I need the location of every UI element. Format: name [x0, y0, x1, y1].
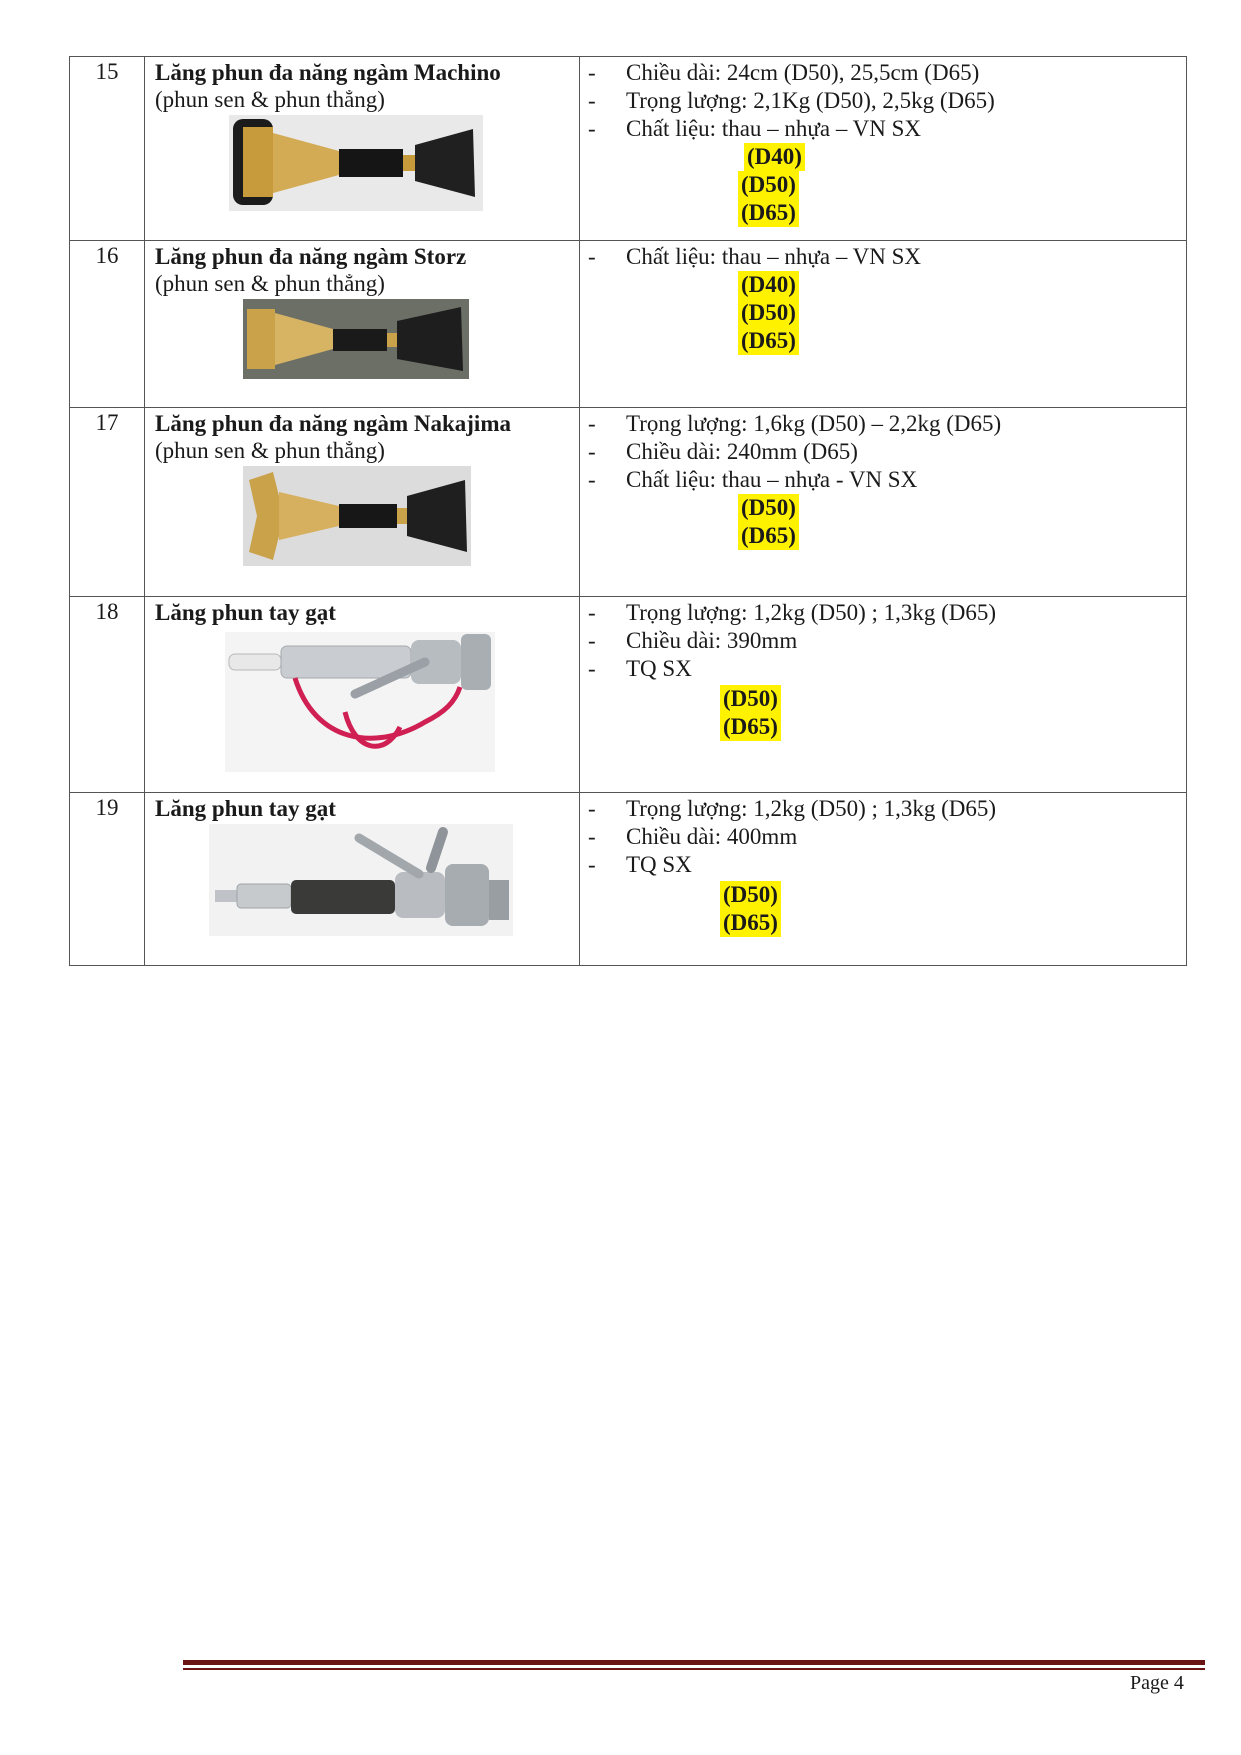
row-number: 16	[70, 241, 145, 408]
size-badge: (D50)	[738, 299, 799, 327]
product-title: Lăng phun tay gạt	[155, 796, 336, 821]
size-badge: (D50)	[738, 494, 799, 522]
size-badge: (D40)	[744, 143, 805, 171]
size-badge: (D65)	[738, 327, 799, 355]
nozzle-storz-image	[243, 299, 469, 379]
spec-item: Chất liệu: thau – nhựa – VN SX	[626, 244, 922, 269]
nozzle-machino-image	[229, 115, 483, 211]
row-number: 18	[70, 597, 145, 793]
nozzle-nakajima-image	[243, 466, 471, 566]
product-subtitle: (phun sen & phun thẳng)	[155, 271, 385, 296]
product-cell	[145, 793, 580, 966]
table-row	[70, 57, 1187, 241]
size-badge: (D50)	[738, 171, 799, 199]
product-table	[69, 56, 1187, 966]
size-badge: (D65)	[738, 199, 799, 227]
row-number: 17	[70, 408, 145, 597]
footer-rule-thin	[183, 1668, 1205, 1670]
product-subtitle: (phun sen & phun thẳng)	[155, 438, 385, 463]
spec-item: Chất liệu: thau – nhựa – VN SX	[626, 116, 922, 141]
table-row	[70, 408, 1187, 597]
product-title: Lăng phun đa năng ngàm Storz	[155, 244, 467, 269]
product-title: Lăng phun đa năng ngàm Nakajima	[155, 411, 511, 436]
spec-item: Trọng lượng: 1,6kg (D50) – 2,2kg (D65)	[626, 411, 1002, 436]
table-row	[70, 241, 1187, 408]
row-number: 19	[70, 793, 145, 966]
product-cell	[145, 597, 580, 793]
spec-item: TQ SX	[626, 852, 692, 877]
product-cell	[145, 408, 580, 597]
lever-nozzle-image	[209, 824, 513, 936]
lever-nozzle-image	[225, 632, 495, 772]
product-title: Lăng phun đa năng ngàm Machino	[155, 60, 501, 85]
size-badge: (D50)	[720, 881, 781, 909]
product-cell	[145, 241, 580, 408]
spec-item: Chất liệu: thau – nhựa - VN SX	[626, 467, 918, 492]
product-subtitle: (phun sen & phun thẳng)	[155, 87, 385, 112]
row-number: 15	[70, 57, 145, 241]
size-badge: (D40)	[738, 271, 799, 299]
spec-cell: - Trọng lượng: 1,6kg (D50) – 2,2kg (D65) - Chiều dài: 240mm (D65) - Chất liệu: thau – nhựa - VN SX (D50) (D65)	[580, 408, 1187, 597]
spec-item: Chiều dài: 240mm (D65)	[626, 439, 858, 464]
table-row	[70, 793, 1187, 966]
product-title: Lăng phun tay gạt	[155, 600, 336, 625]
spec-cell: - Trọng lượng: 1,2kg (D50) ; 1,3kg (D65) - Chiều dài: 400mm - TQ SX (D50) (D65)	[580, 793, 1187, 966]
spec-item: TQ SX	[626, 656, 692, 681]
size-badge: (D50)	[720, 685, 781, 713]
footer-rule	[183, 1660, 1205, 1665]
spec-cell: - Chiều dài: 24cm (D50), 25,5cm (D65) - Trọng lượng: 2,1Kg (D50), 2,5kg (D65) - Chất liệu: thau – nhựa – VN SX (D40) (D50) (D65)	[580, 57, 1187, 241]
page-number: Page 4	[1130, 1672, 1184, 1694]
size-badge: (D65)	[720, 713, 781, 741]
spec-item: Chiều dài: 24cm (D50), 25,5cm (D65)	[626, 60, 980, 85]
spec-cell: - Trọng lượng: 1,2kg (D50) ; 1,3kg (D65) - Chiều dài: 390mm - TQ SX (D50) (D65)	[580, 597, 1187, 793]
product-cell	[145, 57, 580, 241]
spec-item: Chiều dài: 390mm	[626, 628, 798, 653]
size-badge: (D65)	[738, 522, 799, 550]
table-row	[70, 597, 1187, 793]
spec-item: Trọng lượng: 1,2kg (D50) ; 1,3kg (D65)	[626, 796, 997, 821]
spec-item: Chiều dài: 400mm	[626, 824, 798, 849]
spec-cell: - Chất liệu: thau – nhựa – VN SX (D40) (D50) (D65)	[580, 241, 1187, 408]
spec-item: Trọng lượng: 1,2kg (D50) ; 1,3kg (D65)	[626, 600, 997, 625]
size-badge: (D65)	[720, 909, 781, 937]
spec-item: Trọng lượng: 2,1Kg (D50), 2,5kg (D65)	[626, 88, 995, 113]
